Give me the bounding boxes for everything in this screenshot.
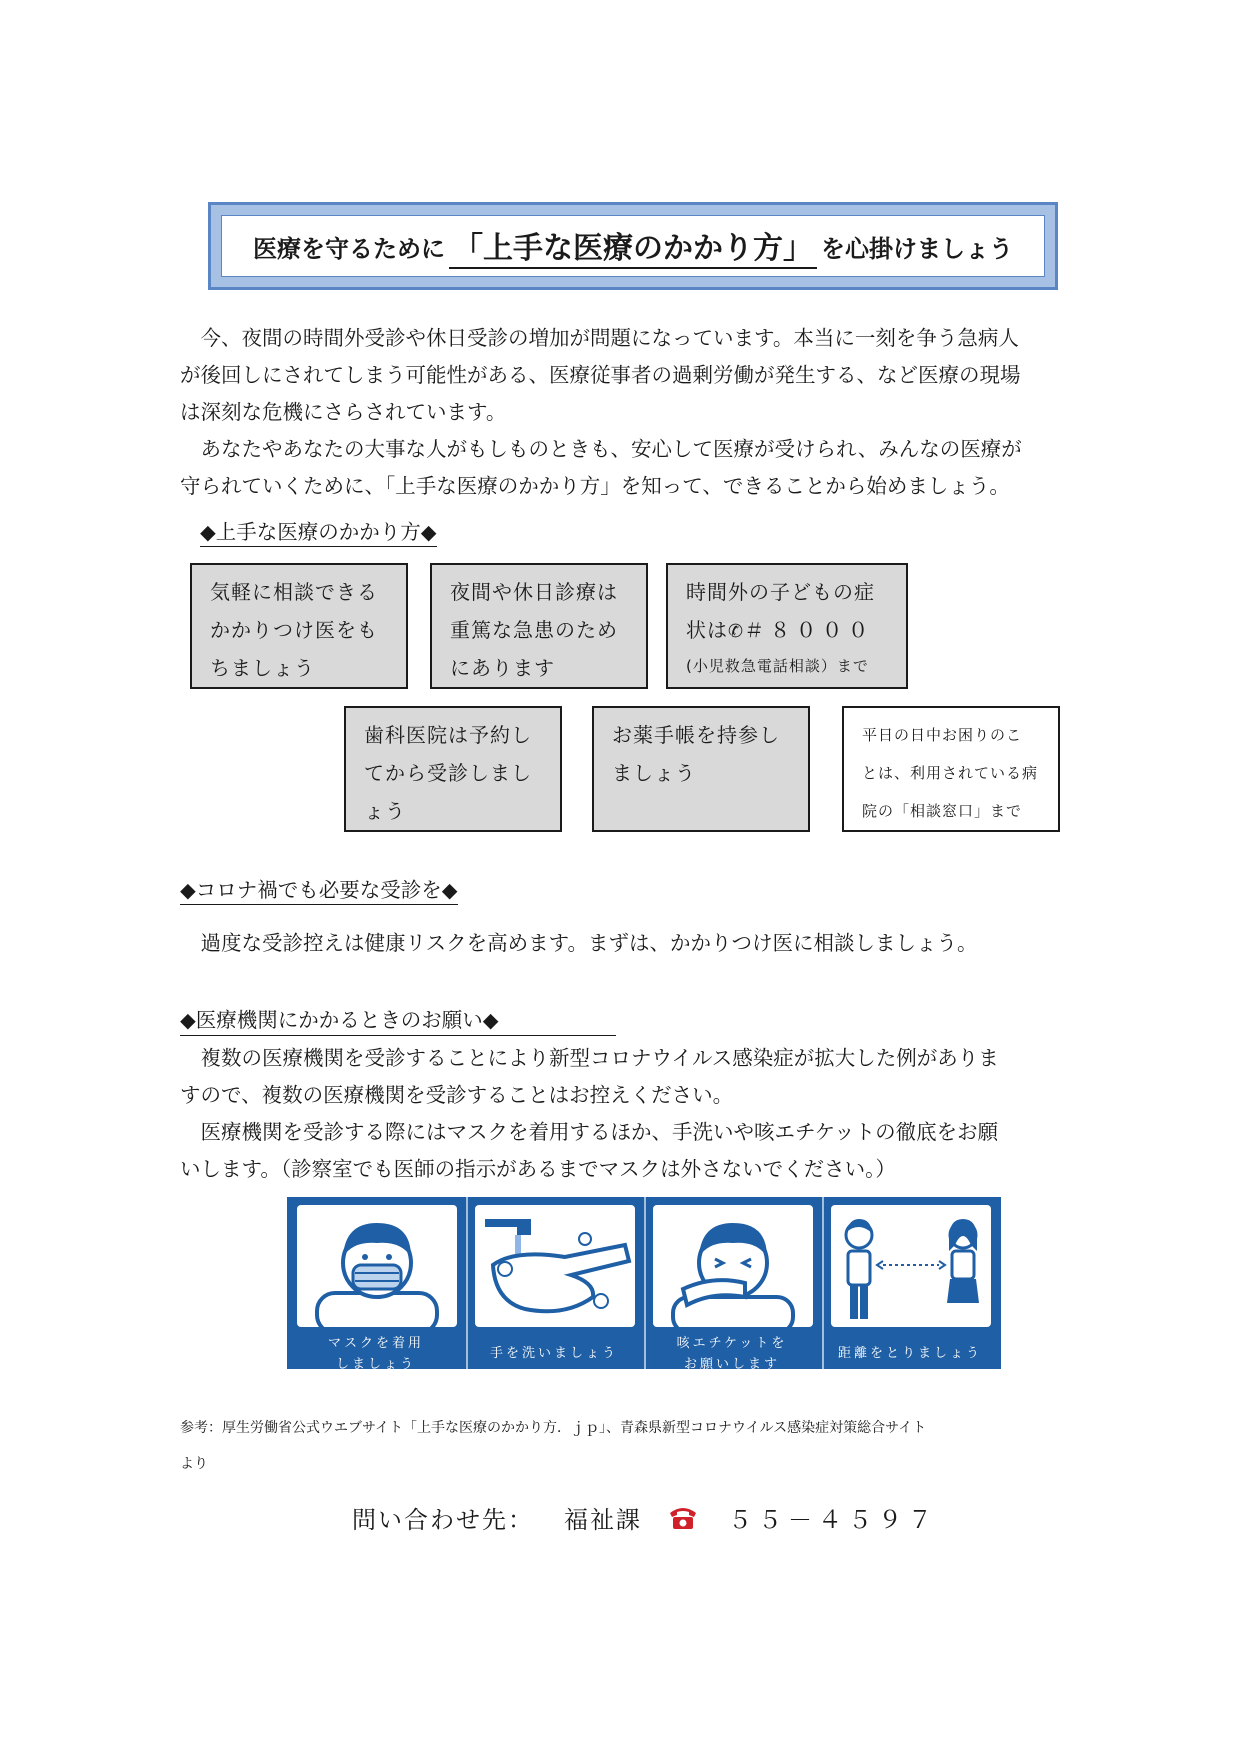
contact-dept: 福祉課 [564, 1506, 642, 1534]
title-main: 「上手な医療のかかり方」 [449, 223, 817, 269]
reference-note: 参考：厚生労働省公式ウエブサイト「上手な医療のかかり方．ｊｐ」、青森県新型コロナウイルス感染症対策総合サイト より [180, 1420, 927, 1472]
telephone-icon [668, 1505, 698, 1531]
illustration-strip [287, 1197, 1001, 1372]
tip-box-family-doctor: 気軽に相談できる かかりつけ医をも ちましょう [190, 563, 408, 689]
caption-mask: マスクを着用 しましょう [327, 1336, 424, 1372]
tip-box-children-8000: 時間外の子どもの症 状は✆＃８０００ (小児救急電話相談）まで [666, 563, 908, 689]
intro-line: は深刻な危機にさらされています。 [180, 400, 507, 424]
request-paragraph: 複数の医療機関を受診することにより新型コロナウイルス感染症が拡大した例がありま すので、複数の医療機関を受診することはお控えください。 医療機関を受診する際にはマスクを着用するほか、手洗いや咳エチケットの徹底をお願 いします。（診察室でも医師の指示があるまでマスクは外さないでください。） [180, 1046, 999, 1181]
contact-line [352, 1500, 938, 1535]
tip-box-medicine-notebook: お薬手帳を持参し ましょう [592, 706, 810, 832]
caption-distance: 距離をとりましょう [837, 1346, 982, 1361]
phone-icon: ✆ [728, 621, 745, 642]
distance-icon [831, 1205, 991, 1327]
tip-box-consultation-desk: 平日の日中お困りのこ とは、利用されている病 院の「相談窓口」まで [842, 706, 1060, 832]
contact-phone: ５５－４５９７ [728, 1506, 938, 1534]
handwash-icon [475, 1205, 635, 1327]
intro-paragraph [180, 320, 1070, 505]
mask-icon [297, 1205, 457, 1327]
request-heading: ◆医療機関にかかるときのお願い◆ [180, 1003, 616, 1036]
corona-text: 過度な受診控えは健康リスクを高めます。まずは、かかりつけ医に相談しましょう。 [180, 931, 978, 955]
corona-heading: ◆コロナ禍でも必要な受診を◆ [180, 873, 458, 903]
intro-line: あなたやあなたの大事な人がもしものときも、安心して医療が受けられ、みんなの医療が [180, 437, 1022, 461]
caption-handwash: 手を洗いましょう [489, 1346, 618, 1361]
caption-cough: 咳エチケットを お願いします [676, 1336, 788, 1372]
title-banner [208, 202, 1058, 290]
intro-line: 守られていくために、「上手な医療のかかり方」を知って、できることから始めましょう。 [180, 474, 1010, 498]
title-inner [221, 215, 1045, 277]
contact-label: 問い合わせ先： [352, 1506, 534, 1534]
title-prefix: 医療を守るために [253, 234, 445, 263]
title-suffix: を心掛けましょう [821, 234, 1013, 263]
tip-box-night-holiday: 夜間や休日診療は 重篤な急患のため にあります [430, 563, 648, 689]
tip-box-dental: 歯科医院は予約し てから受診しまし ょう [344, 706, 562, 832]
cough-icon [653, 1205, 813, 1327]
intro-line: が後回しにされてしまう可能性がある、医療従事者の過剰労働が発生する、など医療の現場 [180, 363, 1021, 387]
intro-line: 今、夜間の時間外受診や休日受診の増加が問題になっています。本当に一刻を争う急病人 [180, 326, 1019, 350]
tips-heading: ◆上手な医療のかかり方◆ [200, 515, 437, 545]
